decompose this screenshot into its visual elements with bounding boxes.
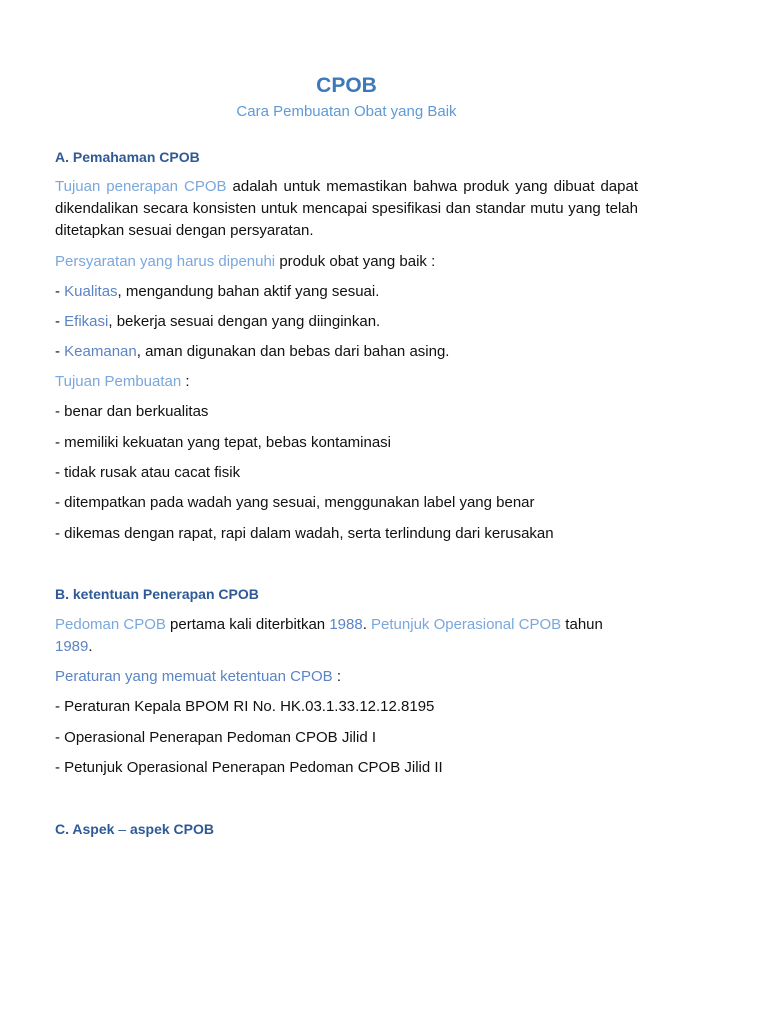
list-item <box>55 341 449 363</box>
section-b-heading: B. ketentuan Penerapan CPOB <box>55 586 259 602</box>
section-a-heading: A. Pemahaman CPOB <box>55 149 200 165</box>
rules-intro <box>55 666 341 688</box>
operational-highlight: Petunjuk Operasional CPOB <box>371 616 562 633</box>
requirement-desc: , aman digunakan dan bebas dari bahan asing. <box>136 343 450 360</box>
heading-text: aspek CPOB <box>126 821 215 837</box>
list-item <box>55 281 379 303</box>
list-bullet: - <box>55 343 65 360</box>
goals-highlight: Tujuan Pembuatan <box>55 373 182 390</box>
list-item <box>55 311 380 333</box>
heading-dash: – <box>118 821 127 837</box>
goals-intro <box>55 371 190 393</box>
section-a-intro <box>55 176 638 242</box>
rules-text: : <box>332 668 341 685</box>
rules-highlight: Peraturan yang memuat ketentuan CPOB <box>55 668 333 685</box>
heading-text: C. Aspek <box>55 821 119 837</box>
list-item: - Operasional Penerapan Pedoman CPOB Jilid I <box>55 729 377 746</box>
requirement-term: Keamanan <box>64 343 137 360</box>
requirements-intro <box>55 251 435 273</box>
section-c-heading <box>55 821 214 837</box>
intro-text: adalah untuk memastikan bahwa produk yang dibuat dapat dikendalikan secara konsisten untuk mencapai spesifikasi dan standar mutu yang telah ditetapkan sesuai dengan persyaratan. <box>55 178 639 239</box>
operational-text: . <box>88 638 93 655</box>
list-item: - dikemas dengan rapat, rapi dalam wadah, serta terlindung dari kerusakan <box>55 525 554 542</box>
list-item: - tidak rusak atau cacat fisik <box>55 464 241 481</box>
goals-text: : <box>181 373 190 390</box>
requirement-term: Kualitas <box>64 283 118 300</box>
requirements-text: produk obat yang baik : <box>275 253 436 270</box>
list-item: - ditempatkan pada wadah yang sesuai, menggunakan label yang benar <box>55 494 535 511</box>
guideline-year: 1988 <box>329 616 363 633</box>
list-item: - Peraturan Kepala BPOM RI No. HK.03.1.33.12.12.8195 <box>55 698 435 715</box>
guideline-text: . <box>362 616 372 633</box>
guideline-highlight: Pedoman CPOB <box>55 616 166 633</box>
section-b-intro <box>55 614 638 658</box>
requirement-term: Efikasi <box>64 313 109 330</box>
list-item: - benar dan berkualitas <box>55 403 209 420</box>
document-title: CPOB <box>316 74 377 97</box>
document-subtitle: Cara Pembuatan Obat yang Baik <box>236 103 457 120</box>
requirements-highlight: Persyaratan yang harus dipenuhi <box>55 253 276 270</box>
requirement-desc: , bekerja sesuai dengan yang diinginkan. <box>108 313 381 330</box>
operational-year: 1989 <box>55 638 89 655</box>
list-bullet: - <box>55 313 65 330</box>
operational-text: tahun <box>561 616 603 633</box>
guideline-text: pertama kali diterbitkan <box>165 616 330 633</box>
list-bullet: - <box>55 283 65 300</box>
list-item: - memiliki kekuatan yang tepat, bebas kontaminasi <box>55 434 392 451</box>
requirement-desc: , mengandung bahan aktif yang sesuai. <box>117 283 380 300</box>
list-item: - Petunjuk Operasional Penerapan Pedoman CPOB Jilid II <box>55 759 443 776</box>
intro-highlight: Tujuan penerapan CPOB <box>55 178 227 195</box>
